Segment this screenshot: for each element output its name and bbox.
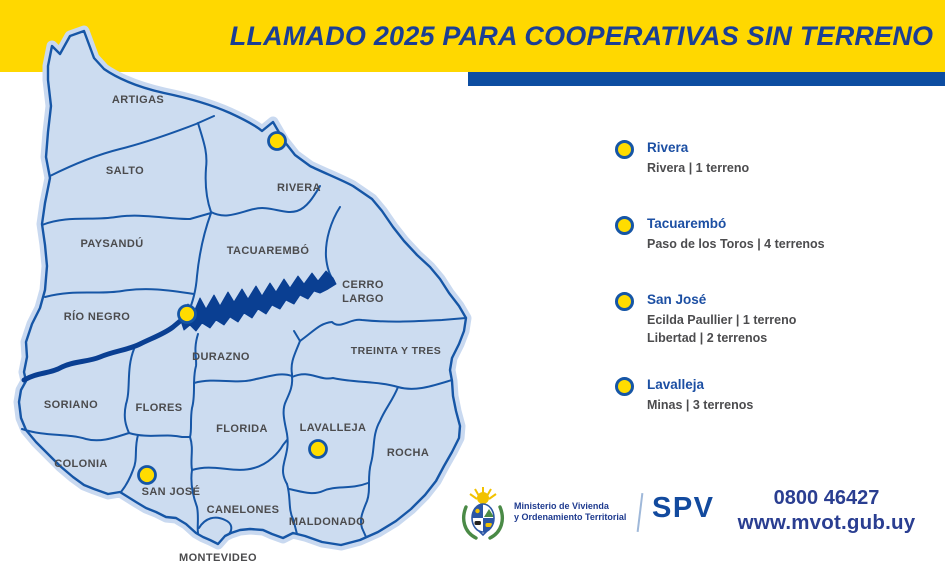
label-rivera: RIVERA bbox=[277, 182, 321, 194]
legend-detail: Rivera | 1 terreno bbox=[647, 161, 750, 175]
page-title: LLAMADO 2025 PARA COOPERATIVAS SIN TERRENO bbox=[229, 21, 934, 51]
legend-detail: Ecilda Paullier | 1 terreno bbox=[647, 313, 797, 327]
legend-marker-icon bbox=[615, 377, 634, 396]
legend-marker-icon bbox=[615, 216, 634, 235]
legend-marker-icon bbox=[615, 292, 634, 311]
legend-item-rivera bbox=[615, 140, 935, 177]
label-lavalleja: LAVALLEJA bbox=[299, 422, 367, 434]
label-paysandu: PAYSANDÚ bbox=[80, 238, 144, 250]
contact-block bbox=[729, 486, 924, 535]
legend-detail: Paso de los Toros | 4 terrenos bbox=[647, 237, 825, 251]
legend-title: San José bbox=[647, 292, 707, 307]
label-treinta-y-tres: TREINTA Y TRES bbox=[350, 345, 442, 357]
label-rio-negro: RÍO NEGRO bbox=[63, 311, 131, 323]
label-canelones: CANELONES bbox=[206, 504, 280, 516]
marker-rivera bbox=[269, 133, 286, 150]
label-soriano: SORIANO bbox=[43, 399, 99, 411]
legend-title: Lavalleja bbox=[647, 377, 705, 392]
marker-paso-de-los-toros bbox=[179, 306, 196, 323]
label-cerro-largo-1: CERRO bbox=[342, 279, 384, 291]
legend-detail: Libertad | 2 terrenos bbox=[647, 331, 768, 345]
label-tacuarembo: TACUAREMBÓ bbox=[226, 245, 310, 257]
label-florida: FLORIDA bbox=[216, 423, 268, 435]
phone-number: 0800 46427 bbox=[773, 487, 880, 509]
legend-detail: Minas | 3 terrenos bbox=[647, 398, 754, 412]
marker-lavalleja bbox=[310, 441, 327, 458]
ministry-name bbox=[514, 501, 644, 523]
label-montevideo: MONTEVIDEO bbox=[179, 552, 257, 564]
label-durazno: DURAZNO bbox=[192, 351, 250, 363]
legend-marker-icon bbox=[615, 140, 634, 159]
label-rocha: ROCHA bbox=[386, 447, 430, 459]
label-cerro-largo-2: LARGO bbox=[342, 293, 384, 305]
spv-logo: SPV bbox=[652, 492, 715, 524]
uruguay-coat-of-arms-icon bbox=[457, 486, 509, 542]
ministry-line2: y Ordenamiento Territorial bbox=[514, 512, 627, 522]
sun-icon bbox=[477, 492, 489, 504]
label-maldonado: MALDONADO bbox=[288, 516, 366, 528]
label-colonia: COLONIA bbox=[54, 458, 108, 470]
label-flores: FLORES bbox=[135, 402, 183, 414]
legend-title: Rivera bbox=[647, 140, 689, 155]
ministry-line1: Ministerio de Vivienda bbox=[514, 501, 609, 511]
marker-san-jose bbox=[139, 467, 156, 484]
label-artigas: ARTIGAS bbox=[111, 94, 165, 106]
legend-item-san-jose bbox=[615, 292, 935, 347]
legend-item-tacuarembo bbox=[615, 216, 935, 253]
label-salto: SALTO bbox=[105, 165, 145, 177]
legend-item-lavalleja bbox=[615, 377, 935, 414]
legend-title: Tacuarembó bbox=[647, 216, 727, 231]
website-url: www.mvot.gub.uy bbox=[737, 511, 916, 534]
label-san-jose: SAN JOSÉ bbox=[141, 486, 201, 498]
